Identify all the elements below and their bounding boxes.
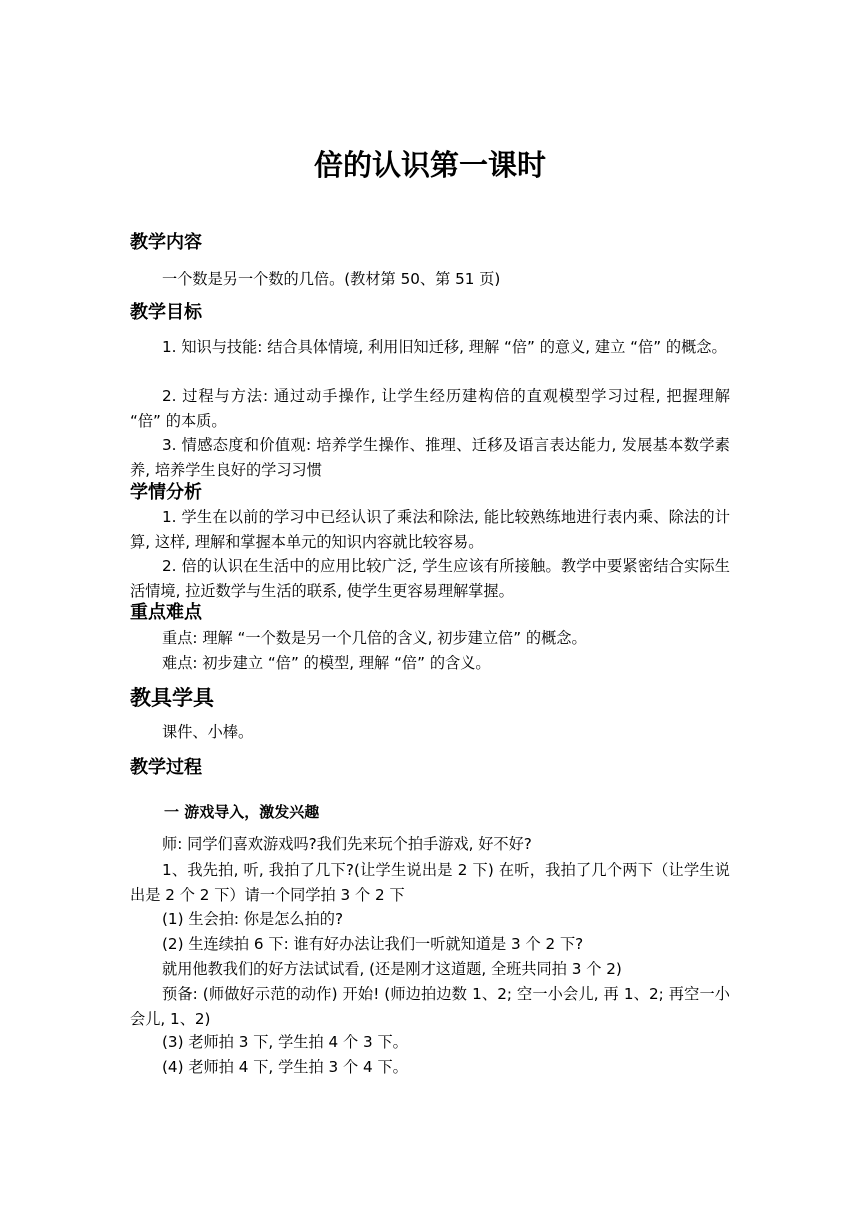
goal-paragraph-3: 3. 情感态度和价值观: 培养学生操作、推理、迁移及语言表达能力, 发展基本数学素养, 培养学生良好的学习习惯 [130,436,730,479]
process-paragraph-6: 预备: (师做好示范的动作) 开始! (师边拍边数 1、2; 空一小会儿, 再 1、2; 再空一小会儿, 1、2) [130,985,730,1028]
page-title: 倍的认识第一课时 [313,148,546,182]
heading-teaching-content: 教学内容 [130,232,202,253]
heading-key-points: 重点难点 [130,602,202,623]
process-paragraph-1: 师: 同学们喜欢游戏吗?我们先来玩个拍手游戏, 好不好? [162,835,532,853]
heading-student-analysis: 学情分析 [130,482,202,503]
process-paragraph-5: 就用他教我们的好方法试试看, (还是刚才这道题, 全班共同拍 3 个 2) [162,960,622,978]
tools-paragraph: 课件、小棒。 [162,723,254,741]
analysis-paragraph-1: 1. 学生在以前的学习中已经认识了乘法和除法, 能比较熟练地进行表内乘、除法的计算, 这样, 理解和掌握本单元的知识内容就比较容易。 [130,508,730,551]
process-paragraph-7: (3) 老师拍 3 下, 学生拍 4 个 3 下。 [162,1033,408,1051]
process-subheading-1: 一 游戏导入，激发兴趣 [164,803,320,821]
heading-teaching-tools: 教具学具 [130,686,214,710]
goal-paragraph-1: 1. 知识与技能: 结合具体情境, 利用旧知迁移, 理解 “倍” 的意义, 建立 “倍” 的概念。 [162,338,727,356]
difficulty-paragraph: 难点: 初步建立 “倍” 的模型, 理解 “倍” 的含义。 [162,654,491,672]
process-paragraph-2: 1、我先拍, 听, 我拍了几下?(让学生说出是 2 下) 在听，我拍了几个两下（让学生说出是 2 个 2 下）请一个同学拍 3 个 2 下 [130,861,730,904]
process-paragraph-8: (4) 老师拍 4 下, 学生拍 3 个 4 下。 [162,1058,408,1076]
heading-teaching-goals: 教学目标 [130,302,202,323]
process-paragraph-4: (2) 生连续拍 6 下: 谁有好办法让我们一听就知道是 3 个 2 下? [162,935,584,953]
goal-paragraph-2: 2. 过程与方法: 通过动手操作, 让学生经历建构倍的直观模型学习过程, 把握理解 “倍” 的本质。 [130,387,730,430]
heading-teaching-process: 教学过程 [130,757,202,778]
content-paragraph: 一个数是另一个数的几倍。(教材第 50、第 51 页) [162,270,501,288]
key-point-paragraph: 重点: 理解 “一个数是另一个几倍的含义, 初步建立倍” 的概念。 [162,629,587,647]
process-paragraph-3: (1) 生会拍: 你是怎么拍的? [162,910,344,928]
analysis-paragraph-2: 2. 倍的认识在生活中的应用比较广泛, 学生应该有所接触。教学中要紧密结合实际生活情境, 拉近数学与生活的联系, 使学生更容易理解掌握。 [130,557,730,600]
